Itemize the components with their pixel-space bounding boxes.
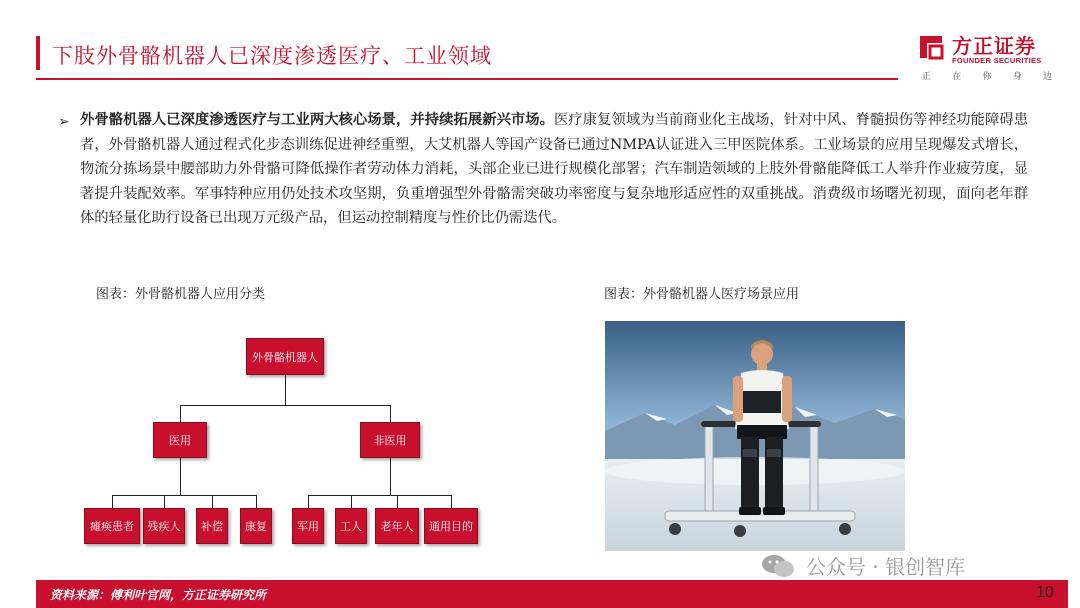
tree-leaf: 残疾人 xyxy=(143,508,185,544)
founder-logo-icon xyxy=(916,32,946,62)
connector-line xyxy=(285,375,286,406)
body-sentence: 医疗康复领域为当前商业化主战场，针对中风、脊髓损伤等神经功能障碍患者，外骨骼机器人通过程式化步态训练促进神经重塑，大艾机器人等国产设备已通过NMPA认证进入三甲医院体系。工业场景的应用呈现爆发式增长，物流分拣场景中腰部助力外骨骼可降低操作者劳动体力消耗，头部企业已进行规模化部署；汽车制造领域的上肢外骨骼能降低工人举升作业疲劳度，显著提升装配效率。军事特种应用仍处技术攻坚期，负重增强型外骨骼需突破功率密度与复杂地形适应性的双重挑战。消费级市场曙光初现，面向老年群体的轻量化助行设备已出现万元级产品，但运动控制精度与性价比仍需迭代。 xyxy=(80,112,1028,227)
exoskeleton-medical-photo xyxy=(605,321,905,551)
connector-line xyxy=(112,495,113,508)
slogan-char: 身 xyxy=(1012,72,1022,82)
connector-line xyxy=(397,495,398,508)
wechat-icon xyxy=(760,553,796,579)
page-number: 10 xyxy=(1036,584,1054,601)
connector-line xyxy=(112,495,257,496)
classification-tree xyxy=(80,328,490,554)
title-accent-bar xyxy=(36,36,40,70)
connector-line xyxy=(212,495,213,508)
connector-line xyxy=(351,495,352,508)
logo-chinese-text: 方正证券 xyxy=(952,34,1036,58)
tree-branch-non-medical: 非医用 xyxy=(360,422,420,458)
slogan-char: 你 xyxy=(982,72,992,82)
slogan-char: 在 xyxy=(952,72,962,82)
tree-leaf: 补偿 xyxy=(196,508,228,544)
tree-leaf: 通用目的 xyxy=(424,508,478,544)
tree-leaf: 瘫痪患者 xyxy=(84,508,140,544)
left-figure-caption: 图表：外骨骼机器人应用分类 xyxy=(96,287,266,302)
tree-leaf: 军用 xyxy=(292,508,324,544)
tree-leaf: 老年人 xyxy=(375,508,419,544)
source-note: 资料来源：傅利叶官网，方正证券研究所 xyxy=(50,588,267,602)
slogan-char: 正 xyxy=(922,72,932,82)
title-divider xyxy=(36,78,898,80)
connector-line xyxy=(180,405,391,406)
watermark-text: 公众号 · 银创智库 xyxy=(806,555,966,579)
slogan-char: 边 xyxy=(1042,72,1052,82)
tree-branch-medical: 医用 xyxy=(153,422,207,458)
connector-line xyxy=(451,495,452,508)
logo-english-text: FOUNDER SECURITIES xyxy=(952,56,1042,65)
connector-line xyxy=(164,495,165,508)
page-title: 下肢外骨骼机器人已深度渗透医疗、工业领域 xyxy=(52,44,492,68)
connector-line xyxy=(308,495,309,508)
connector-line xyxy=(390,405,391,422)
connector-line xyxy=(390,458,391,496)
lead-sentence: 外骨骼机器人已深度渗透医疗与工业两大核心场景，并持续拓展新兴市场。 xyxy=(80,112,555,128)
tree-leaf: 康复 xyxy=(240,508,272,544)
body-paragraph xyxy=(80,108,1028,231)
tree-root-node: 外骨骼机器人 xyxy=(246,338,324,375)
logo-slogan xyxy=(922,69,1052,82)
connector-line xyxy=(256,495,257,508)
connector-line xyxy=(308,495,452,496)
bullet-arrow-icon: ➢ xyxy=(58,114,70,130)
connector-line xyxy=(180,405,181,422)
wechat-watermark xyxy=(760,551,965,580)
right-figure-caption: 图表：外骨骼机器人医疗场景应用 xyxy=(604,287,800,302)
connector-line xyxy=(180,458,181,496)
tree-leaf: 工人 xyxy=(335,508,367,544)
